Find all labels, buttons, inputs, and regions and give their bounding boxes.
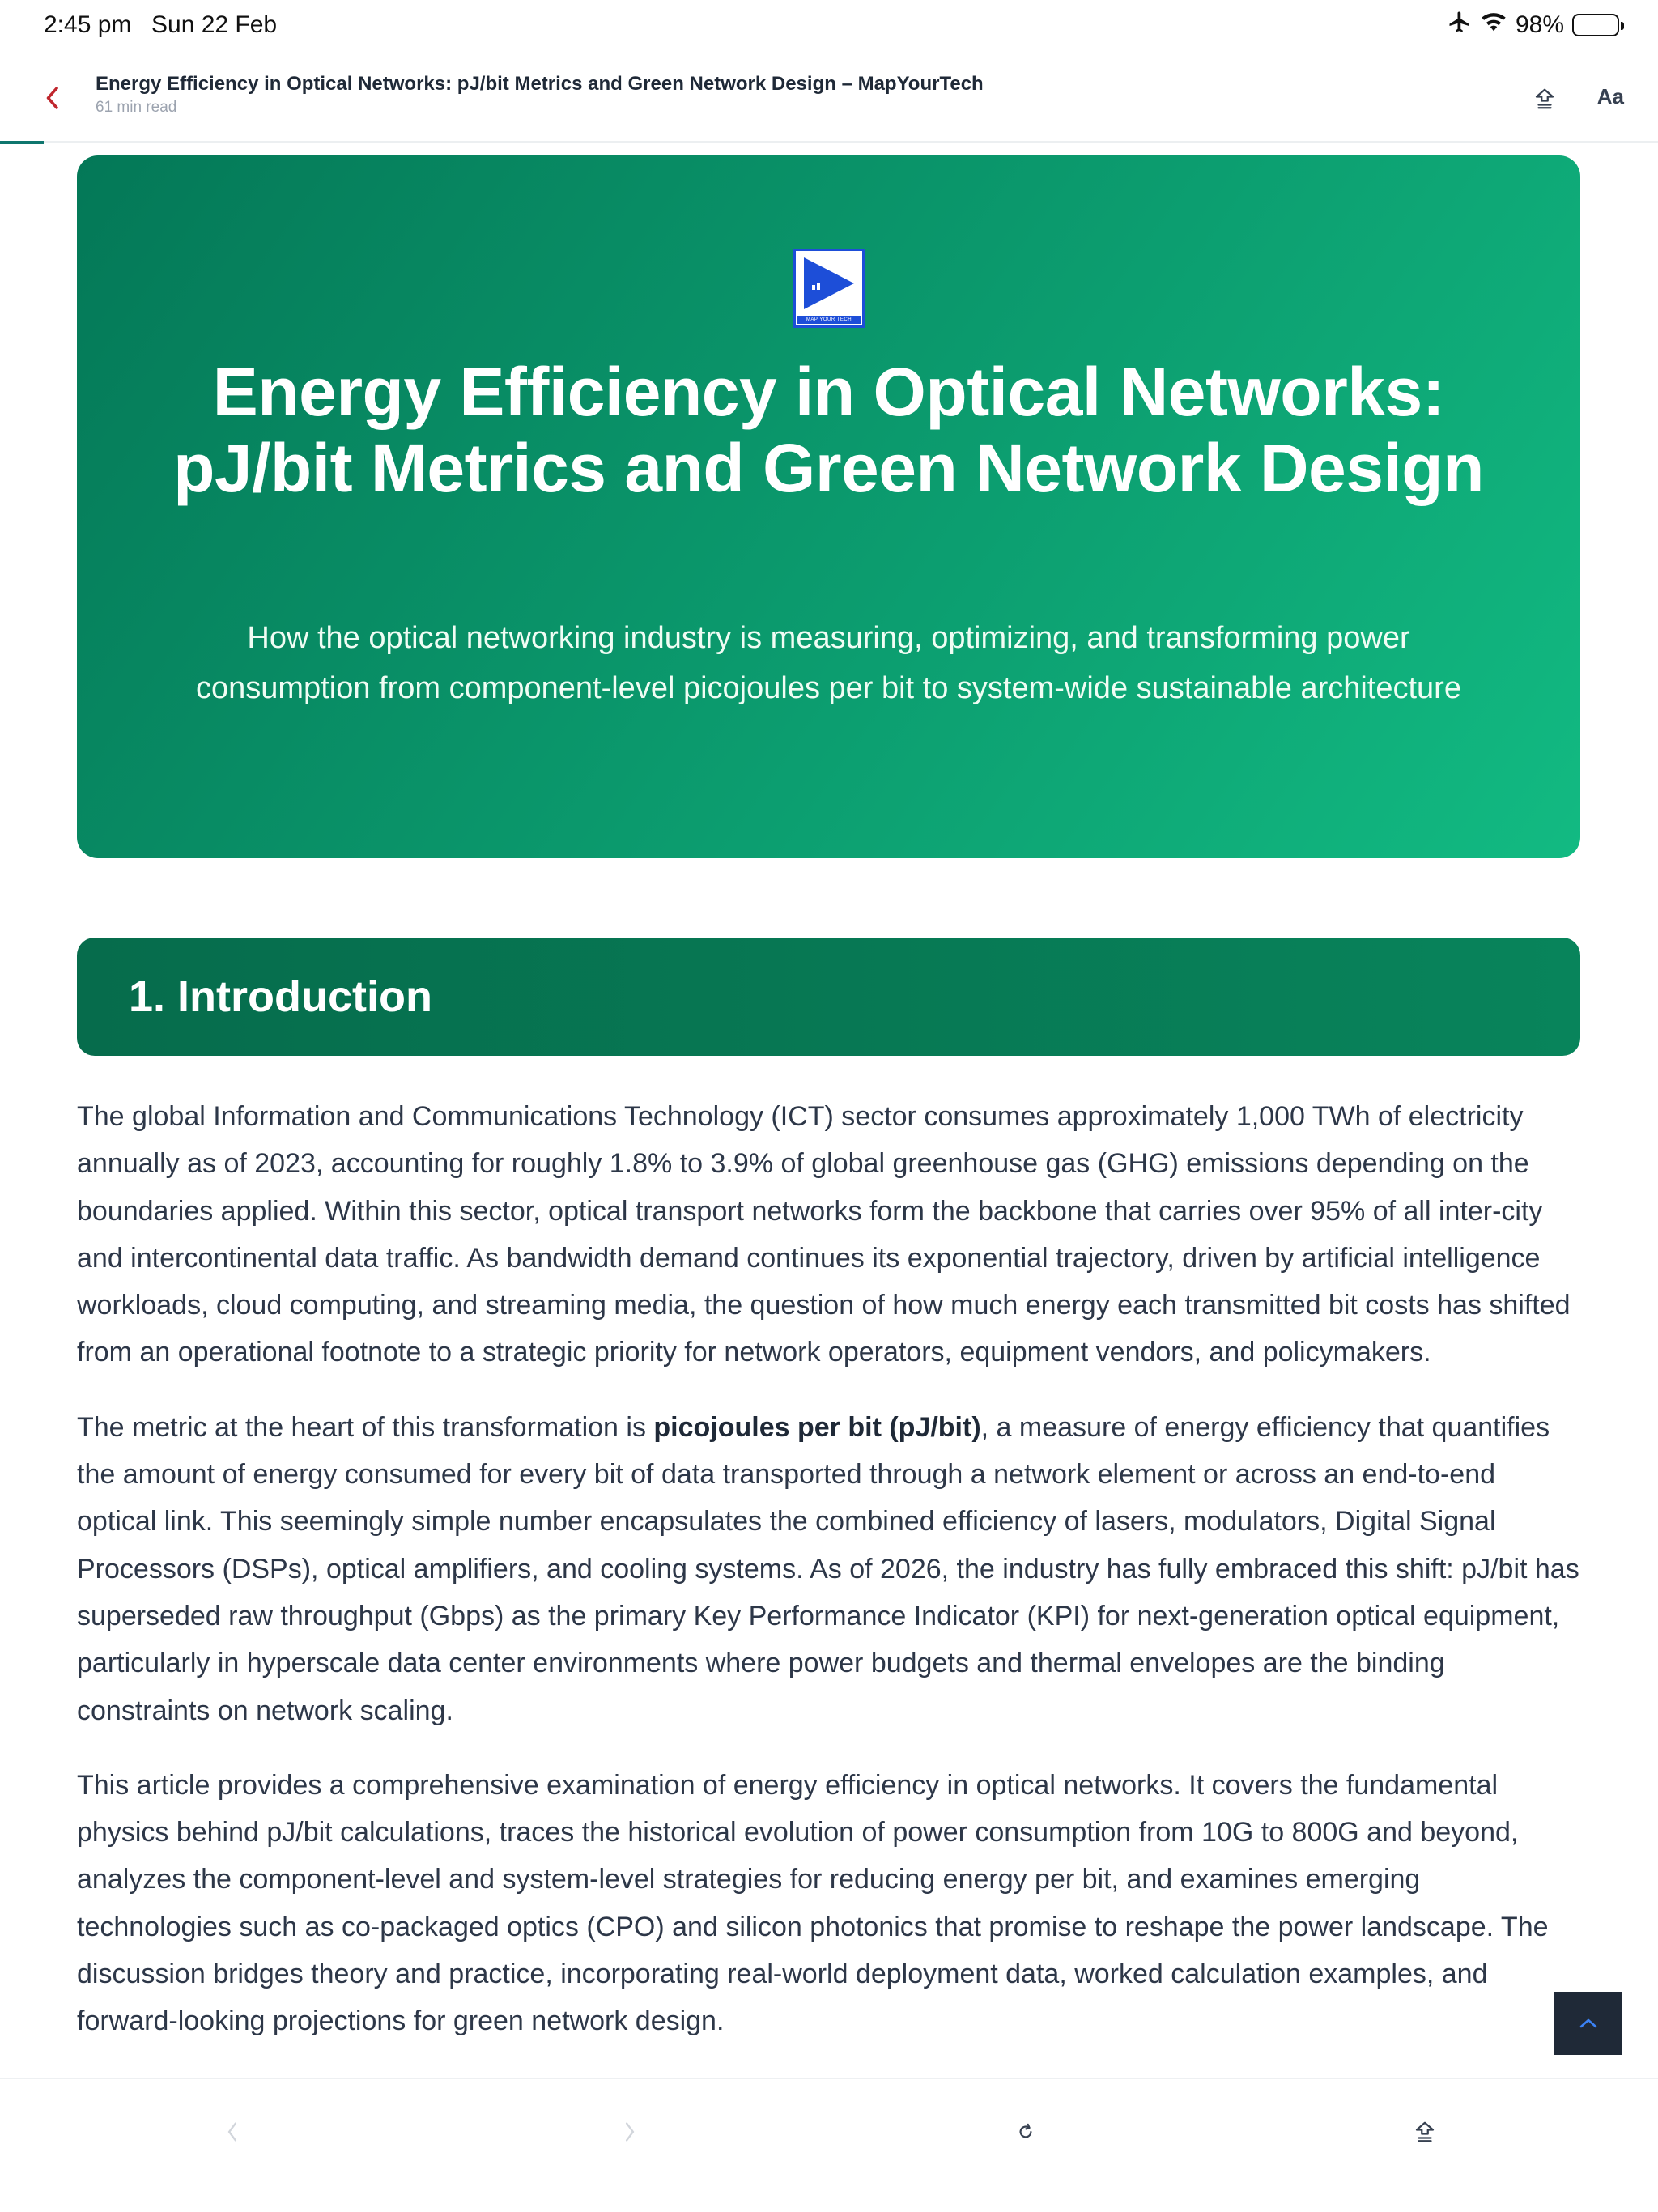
airplane-icon — [1448, 10, 1472, 40]
status-indicators — [1448, 10, 1619, 40]
font-size-button[interactable]: Aa — [1596, 84, 1624, 108]
hero-title: Energy Efficiency in Optical Networks: pJ/bit Metrics and Green Network Design — [173, 354, 1484, 506]
refresh-icon — [1017, 2123, 1035, 2141]
logo-text: MAP YOUR TECH — [806, 317, 852, 322]
chevron-right-icon — [623, 2121, 636, 2142]
chevron-left-icon — [44, 86, 60, 110]
share-button[interactable] — [1527, 81, 1562, 117]
status-bar — [0, 0, 1658, 50]
chevron-left-icon — [226, 2121, 239, 2142]
share-button-bottom[interactable] — [1401, 2112, 1449, 2152]
scroll-to-top-button[interactable] — [1554, 1992, 1622, 2055]
paragraph-2-bold: picojoules per bit (pJ/bit) — [653, 1411, 981, 1443]
logo-text-bar — [797, 316, 861, 324]
paragraph-1: The global Information and Communications Technology (ICT) sector consumes approximately 1,000 TWh of electricity annually as of 2023, accounting for roughly 1.8% to 3.9% of global greenhouse gas (GHG) emissions depending on the boundaries applied. Within this sector, optical transport networks form the backbone that carries over 95% of all inter-city and intercontinental data traffic. As bandwidth demand continues its exponential trajectory, driven by artificial intelligence workloads, cloud computing, and streaming media, the question of how much energy each transmitted bit costs has shifted from an operational footnote to a strategic priority for network operators, equipment vendors, and policymakers. — [77, 1101, 1571, 1368]
chevron-up-icon — [1576, 2015, 1601, 2031]
reader-header — [0, 57, 1658, 143]
paragraph-2-start: The metric at the heart of this transformation is — [77, 1411, 654, 1443]
reading-progress — [0, 141, 44, 144]
wifi-icon — [1480, 11, 1507, 40]
back-button[interactable] — [36, 79, 68, 117]
play-logo-icon — [796, 253, 862, 317]
next-button[interactable] — [606, 2112, 654, 2152]
paragraph-2-end: , a measure of energy efficiency that quantifies the amount of energy consumed for every bit of data transported through a network element or across an end-to-end optical link. This seemingly simple number encapsulates the combined efficiency of lasers, modulators, Digital Signal Processors (DSPs), optical amplifiers, and cooling systems. As of 2026, the industry has fully embraced this shift: pJ/bit has superseded raw throughput (Gbps) as the primary Key Performance Indicator (KPI) for next-generation optical equipment, particularly in hyperscale data center environments where power budgets and thermal envelopes are the binding constraints on network scaling. — [77, 1411, 1579, 1726]
paragraph-3: This article provides a comprehensive examination of energy efficiency in optical networks. It covers the fundamental physics behind pJ/bit calculations, traces the historical evolution of power consumption from 10G to 800G and beyond, analyzes the component-level and system-level strategies for reducing energy per bit, and examines emerging technologies such as co-packaged optics (CPO) and silicon photonics that promise to reshape the power landscape. The discussion bridges theory and practice, incorporating real-world deployment data, worked calculation examples, and forward-looking projections for green network design. — [77, 1769, 1549, 2037]
reload-button[interactable] — [1001, 2112, 1050, 2152]
hero-banner — [77, 155, 1580, 858]
article-title: Energy Efficiency in Optical Networks: pJ/bit Metrics and Green Network Design – MapYourTech — [96, 73, 984, 95]
share-icon — [1533, 87, 1557, 111]
status-time: 2:45 pm — [44, 11, 132, 38]
section-header — [77, 938, 1580, 1056]
share-icon — [1413, 2120, 1437, 2144]
battery-icon — [1572, 14, 1619, 36]
hero-subtitle: How the optical networking industry is measuring, optimizing, and transforming power consumption from component-level picojoules per bit to system-wide sustainable architecture — [196, 621, 1461, 705]
status-date: Sun 22 Feb — [151, 11, 278, 38]
article-body — [77, 1093, 1580, 2081]
mapyourtech-logo — [793, 249, 865, 328]
bottom-toolbar — [0, 2078, 1658, 2212]
section-title: 1. Introduction — [129, 972, 432, 1021]
battery-percent: 98% — [1515, 11, 1564, 38]
previous-button[interactable] — [208, 2112, 257, 2152]
read-time: 61 min read — [96, 99, 177, 116]
paragraph-2 — [77, 1404, 1580, 1734]
